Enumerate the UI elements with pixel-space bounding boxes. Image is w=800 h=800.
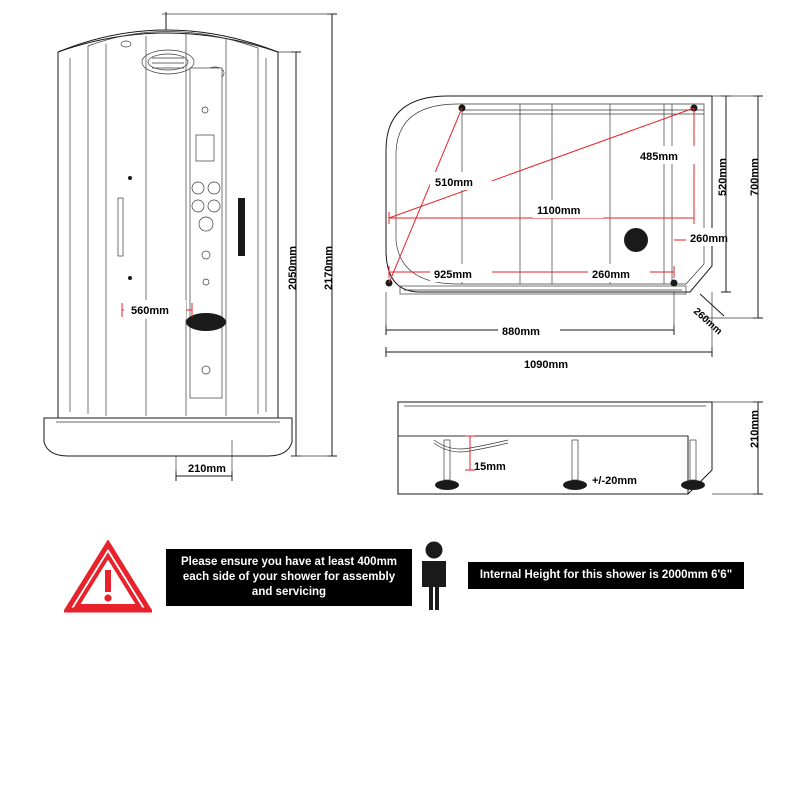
dim-2170-label: 2170mm [323,245,335,290]
dim-1090-label: 1090mm [524,359,569,371]
dim-510-label: 510mm [435,177,473,189]
clearance-note-text: Please ensure you have at least 400mm each side of your shower for assembly and servicing [166,549,412,606]
tray-section-view [398,402,763,494]
dim-485-label: 485mm [640,151,678,163]
dim-260-centre-label: 260mm [592,269,630,281]
dim-260-corner-label: 260mm [690,306,724,338]
dim-15-label: 15mm [474,461,506,473]
dim-560-label: 560mm [131,305,169,317]
dim-20-label: +/-20mm [592,475,637,487]
person-icon [412,540,456,610]
notes-section [0,528,800,628]
dim-210-side-label: 210mm [749,410,761,448]
dim-700-label: 700mm [749,158,761,196]
dim-260-right-label: 260mm [690,233,728,245]
adjustable-leg [435,440,459,490]
dim-925-label: 925mm [434,269,472,281]
warning-triangle-icon [64,540,152,614]
internal-height-note-text: Internal Height for this shower is 2000mm 6'6" [468,562,744,589]
plan-view [386,96,764,371]
adjustable-leg [681,440,705,490]
dim-2050-label: 2050mm [287,245,299,290]
front-elevation-view [44,12,337,481]
dim-880-label: 880mm [502,326,540,338]
clearance-note [64,540,412,614]
internal-height-note [412,540,744,610]
adjustable-leg [563,440,587,490]
dim-520-label: 520mm [717,158,729,196]
dim-210-front-label: 210mm [188,463,226,475]
dim-1100-label: 1100mm [537,205,581,217]
